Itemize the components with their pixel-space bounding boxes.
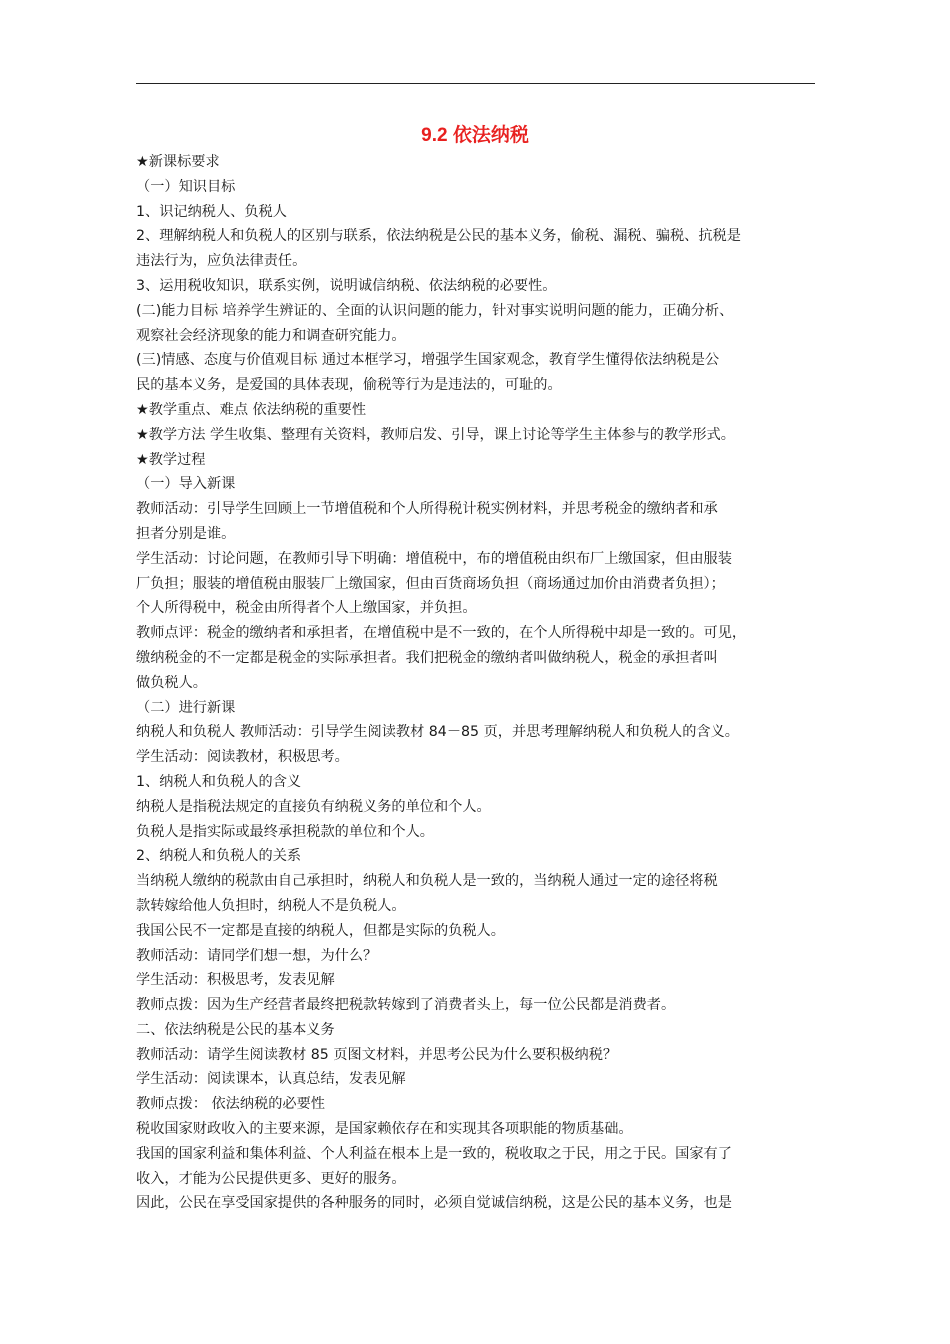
text-line: 个人所得税中，税金由所得者个人上缴国家，并负担。 [136,600,477,617]
text-line: 收入，才能为公民提供更多、更好的服务。 [136,1170,406,1187]
text-line: 3、运用税收知识，联系实例，说明诚信纳税、依法纳税的必要性。 [136,277,557,294]
text-line: 二、依法纳税是公民的基本义务 [136,1021,335,1038]
text-line: 我国的国家利益和集体利益、个人利益在根本上是一致的，税收取之于民，用之于民。国家有了 [136,1145,732,1162]
text-line: 厂负担；服装的增值税由服装厂上缴国家，但由百货商场负担（商场通过加价由消费者负担）； [136,575,725,592]
text-line: 违法行为，应负法律责任。 [136,253,307,270]
text-line: 负税人是指实际或最终承担税款的单位和个人。 [136,823,434,840]
text-line: 学生活动：阅读课本，认真总结，发表见解 [136,1071,406,1088]
text-line: 2、理解纳税人和负税人的区别与联系，依法纳税是公民的基本义务，偷税、漏税、骗税、抗税是 [136,228,741,245]
text-line: 教师点评：税金的缴纳者和承担者，在增值税中是不一致的，在个人所得税中却是一致的。可见， [136,625,747,642]
text-line: 1、纳税人和负税人的含义 [136,773,302,790]
text-line: （一）知识目标 [136,178,236,195]
text-line: 学生活动：阅读教材，积极思考。 [136,749,349,766]
text-line: 当纳税人缴纳的税款由自己承担时，纳税人和负税人是一致的，当纳税人通过一定的途径将税 [136,873,718,890]
text-line: ★新课标要求 [136,154,220,170]
text-line: 观察社会经济现象的能力和调查研究能力。 [136,327,406,344]
text-line: (二)能力目标 培养学生辨证的、全面的认识问题的能力，针对事实说明问题的能力，正确分析、 [136,302,734,319]
document-title: 9.2 依法纳税 [421,125,529,146]
text-line: 教师活动：请同学们想一想，为什么？ [136,947,378,964]
text-line: ★教学过程 [136,451,206,468]
text-line: 税收国家财政收入的主要来源，是国家赖依存在和实现其各项职能的物质基础。 [136,1121,633,1138]
text-line: (三)情感、态度与价值观目标 通过本框学习，增强学生国家观念，教育学生懂得依法纳税是公 [136,352,720,369]
text-line: 学生活动：积极思考，发表见解 [136,972,335,989]
text-line: ★教学方法 学生收集、整理有关资料，教师启发、引导，课上讨论等学生主体参与的教学形式。 [136,426,735,443]
text-line: 我国公民不一定都是直接的纳税人，但都是实际的负税人。 [136,922,505,939]
text-line: 2、纳税人和负税人的关系 [136,848,302,865]
text-line: （二）进行新课 [136,699,236,716]
text-line: 学生活动：讨论问题，在教师引导下明确：增值税中，布的增值税由织布厂上缴国家，但由服装 [136,550,732,567]
text-line: 教师点拨： 依法纳税的必要性 [136,1096,325,1113]
text-line: 教师点拨：因为生产经营者最终把税款转嫁到了消费者头上，每一位公民都是消费者。 [136,997,676,1014]
text-line: 民的基本义务，是爱国的具体表现，偷税等行为是违法的，可耻的。 [136,377,562,394]
text-line: 1、识记纳税人、负税人 [136,203,287,220]
text-line: 教师活动：引导学生回顾上一节增值税和个人所得税计税实例材料，并思考税金的缴纳者和承 [136,501,718,518]
text-line: 教师活动：请学生阅读教材 85 页图文材料，并思考公民为什么要积极纳税？ [136,1046,618,1063]
text-line: 缴纳税金的不一定都是税金的实际承担者。我们把税金的缴纳者叫做纳税人，税金的承担者叫 [136,649,718,666]
header-rule [136,83,815,84]
text-line: （一）导入新课 [136,476,236,493]
text-line: 纳税人和负税人 教师活动：引导学生阅读教材 84－85 页，并思考理解纳税人和负税人的含义。 [136,724,739,741]
text-line: 纳税人是指税法规定的直接负有纳税义务的单位和个人。 [136,798,491,815]
document-body [136,150,822,1216]
text-line: 担者分别是谁。 [136,525,236,542]
text-line: 因此，公民在享受国家提供的各种服务的同时，必须自觉诚信纳税，这是公民的基本义务，也是 [136,1195,732,1212]
text-line: 款转嫁给他人负担时，纳税人不是负税人。 [136,897,406,914]
text-line: 做负税人。 [136,674,207,691]
text-line: ★教学重点、难点 依法纳税的重要性 [136,401,367,418]
